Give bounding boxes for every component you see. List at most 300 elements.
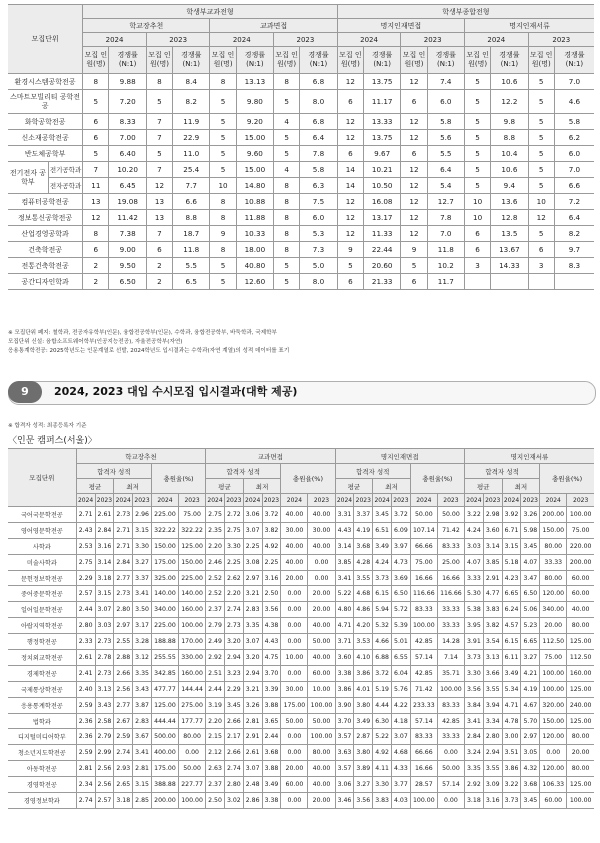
table-cell: 5: [528, 146, 554, 162]
table-cell: 13.75: [364, 74, 401, 90]
table-cell: 4.43: [335, 522, 354, 538]
table-cell: 3.51: [502, 745, 521, 761]
table-cell: 12: [401, 74, 427, 90]
table-cell: 106.33: [540, 777, 567, 793]
table-cell: 3.15: [133, 522, 152, 538]
table-cell: 4.07: [464, 554, 483, 570]
table-cell: 2.15: [206, 729, 225, 745]
table-cell: 8: [274, 210, 300, 226]
table-cell: 6.8: [300, 74, 337, 90]
table-cell: 5.94: [373, 602, 392, 618]
table-cell: 12: [146, 178, 172, 194]
table-cell: 6: [464, 226, 490, 242]
table-cell: 2.84: [114, 554, 133, 570]
table-cell: 5: [464, 178, 490, 194]
table-cell: 3.49: [354, 713, 373, 729]
table-cell: 3.15: [502, 538, 521, 554]
table-cell: 12: [401, 162, 427, 178]
table-cell: 13.6: [491, 194, 528, 210]
table-cell: 71.42: [410, 681, 437, 697]
table-cell: 9.88: [109, 74, 146, 90]
table-cell: [491, 274, 528, 290]
table-cell: 3.57: [335, 761, 354, 777]
table-cell: 10: [464, 194, 490, 210]
table-cell: 16.66: [410, 761, 437, 777]
table-cell: 7: [146, 226, 172, 242]
table-cell: 12: [337, 130, 363, 146]
unit-name: 중어중문학전공: [8, 586, 76, 602]
table-cell: 12.60: [236, 274, 273, 290]
table-cell: 40.00: [281, 554, 308, 570]
table-cell: 2.66: [224, 713, 243, 729]
unit-name: 영어영문학전공: [8, 522, 76, 538]
table-cell: 5: [83, 146, 109, 162]
table-cell: 4.80: [335, 602, 354, 618]
table-cell: 4.18: [392, 713, 411, 729]
year-header: 2023: [308, 494, 335, 507]
table-cell: 60.00: [281, 777, 308, 793]
table-cell: 3.05: [521, 745, 540, 761]
table-cell: 9.50: [109, 258, 146, 274]
table-row: [8, 114, 594, 130]
table-cell: 2.97: [114, 618, 133, 634]
table-cell: 3.94: [483, 697, 502, 713]
table-cell: 11.88: [236, 210, 273, 226]
table-cell: 8: [210, 74, 236, 90]
table-cell: 2.94: [224, 650, 243, 666]
table-cell: 233.33: [410, 697, 437, 713]
table-cell: 3.56: [354, 793, 373, 809]
table-cell: 2.88: [114, 650, 133, 666]
table-cell: 20.00: [281, 570, 308, 586]
table-cell: 3.56: [262, 602, 281, 618]
table-cell: 2.73: [224, 618, 243, 634]
year-header: 2023: [224, 494, 243, 507]
table-cell: 0.00: [281, 586, 308, 602]
table-row: [8, 618, 594, 634]
table-cell: 2.80: [224, 777, 243, 793]
quota-col-header: 모집 인원(명): [146, 47, 172, 74]
table-cell: 6: [83, 130, 109, 146]
year-header: 2023: [179, 494, 206, 507]
table-cell: 4.38: [262, 618, 281, 634]
table-cell: 57.14: [437, 777, 464, 793]
table-cell: 3.15: [95, 586, 114, 602]
table-cell: 0.00: [281, 745, 308, 761]
table-cell: 2.80: [483, 729, 502, 745]
table-cell: 2.72: [224, 507, 243, 523]
table-cell: 2.62: [224, 570, 243, 586]
table-row: [8, 793, 594, 809]
table-cell: 3.70: [262, 665, 281, 681]
table-cell: 9.8: [491, 114, 528, 130]
table-cell: 3.07: [243, 522, 262, 538]
year-header: 2023: [262, 494, 281, 507]
track-header: 교과면접: [206, 449, 335, 464]
table-cell: 340.00: [151, 602, 178, 618]
table-row: [8, 650, 594, 666]
table-cell: 6.5: [173, 274, 210, 290]
footnotes: [8, 329, 594, 356]
unit-group-name: 전기전자 공학부: [8, 162, 48, 194]
table-cell: 200.00: [567, 554, 594, 570]
table-cell: 13.75: [364, 130, 401, 146]
table-cell: 5: [464, 74, 490, 90]
table-cell: 4.71: [335, 618, 354, 634]
table-cell: 12: [337, 114, 363, 130]
table-cell: 12: [337, 194, 363, 210]
table-cell: 33.33: [437, 618, 464, 634]
table-cell: 6.4: [554, 210, 594, 226]
rate-col-header: 경쟁률 (N:1): [491, 47, 528, 74]
table-cell: 80.00: [567, 729, 594, 745]
table-cell: 10.88: [236, 194, 273, 210]
table-cell: 9: [210, 226, 236, 242]
table-cell: 2.79: [206, 618, 225, 634]
table-cell: 13: [146, 210, 172, 226]
table-cell: 2.91: [483, 570, 502, 586]
year-header: 2023: [354, 494, 373, 507]
table-cell: 11.8: [427, 242, 464, 258]
table-cell: 3.20: [224, 634, 243, 650]
table-cell: 3.45: [373, 507, 392, 523]
table-cell: 3.45: [521, 538, 540, 554]
min-header: 최저: [373, 479, 411, 494]
table-cell: 4.32: [521, 761, 540, 777]
year-header: 2024: [540, 494, 567, 507]
quota-col-header: 모집 인원(명): [83, 47, 109, 74]
table-cell: 2.46: [206, 554, 225, 570]
table-cell: 2.67: [114, 713, 133, 729]
table-cell: 80.00: [540, 570, 567, 586]
table-cell: 3.28: [133, 634, 152, 650]
table-cell: 2.43: [76, 522, 95, 538]
table-cell: 150.00: [540, 522, 567, 538]
table-row: [8, 178, 594, 194]
min-header: 최저: [243, 479, 281, 494]
track-header: 명지인재면접: [335, 449, 464, 464]
table-cell: 5.38: [464, 602, 483, 618]
footnote: 응용통계학전공: 2025학년도는 인문계열로 선발, 2024학년도 입시결과는 수학과(자연 계열)의 성적 데이터를 표기: [8, 348, 290, 354]
fill-rate-header: 충원율(%): [281, 464, 335, 494]
table-row: [8, 570, 594, 586]
table-cell: 8: [210, 242, 236, 258]
table-cell: 6.15: [502, 634, 521, 650]
table-cell: 2.55: [114, 634, 133, 650]
table-cell: 120.00: [540, 761, 567, 777]
table-cell: 3.67: [133, 729, 152, 745]
table-cell: 3.07: [95, 602, 114, 618]
table-cell: 2.94: [483, 745, 502, 761]
table-cell: 13.17: [364, 210, 401, 226]
table-cell: 275.00: [179, 697, 206, 713]
table-cell: 3.45: [521, 793, 540, 809]
table-cell: 83.33: [410, 729, 437, 745]
table-cell: 3: [464, 258, 490, 274]
table-cell: 8.33: [109, 114, 146, 130]
table-cell: 3.65: [262, 713, 281, 729]
table-cell: 3.88: [262, 761, 281, 777]
table-cell: 6.0: [427, 90, 464, 114]
table-cell: 3.83: [483, 602, 502, 618]
table-cell: 3.34: [483, 713, 502, 729]
table-cell: 3.03: [464, 538, 483, 554]
table-cell: 6.0: [554, 146, 594, 162]
table-cell: 4.01: [354, 681, 373, 697]
table-cell: 3.77: [392, 777, 411, 793]
year-header: 2024: [210, 33, 274, 47]
avg-header: 평균: [464, 479, 502, 494]
table-cell: 3.90: [335, 697, 354, 713]
table-cell: 22.44: [364, 242, 401, 258]
table-cell: 60.00: [567, 586, 594, 602]
table-cell: 4.71: [502, 697, 521, 713]
table-cell: 6.2: [554, 130, 594, 146]
table-cell: 150.00: [540, 713, 567, 729]
table-cell: 4.21: [521, 665, 540, 681]
table-cell: 5: [337, 258, 363, 274]
table-cell: 3.55: [483, 681, 502, 697]
table-cell: 57.14: [410, 713, 437, 729]
table-cell: 3.80: [354, 745, 373, 761]
table-cell: 6.11: [502, 650, 521, 666]
table-cell: 100.00: [179, 793, 206, 809]
unit-name: 전기공학과: [48, 162, 82, 178]
table-cell: 3.68: [521, 777, 540, 793]
table-cell: 40.00: [567, 602, 594, 618]
table-cell: 2.52: [206, 570, 225, 586]
table-cell: 160.00: [179, 665, 206, 681]
table-cell: 4.68: [354, 586, 373, 602]
table-cell: 5: [210, 258, 236, 274]
table-cell: 6.0: [300, 210, 337, 226]
table-cell: 10.6: [491, 74, 528, 90]
table-cell: 100.00: [567, 507, 594, 523]
rate-col-header: 경쟁률 (N:1): [173, 47, 210, 74]
avg-header: 평균: [76, 479, 114, 494]
table-cell: 50.00: [437, 507, 464, 523]
table-cell: 3.55: [354, 570, 373, 586]
quota-col-header: 모집 인원(명): [274, 47, 300, 74]
table-cell: 3.27: [133, 554, 152, 570]
table-row: [8, 586, 594, 602]
table-cell: 100.00: [540, 681, 567, 697]
table-cell: 5.23: [521, 618, 540, 634]
unit-name: 응용통계학전공: [8, 697, 76, 713]
table-cell: 20.00: [308, 793, 335, 809]
table-cell: 120.00: [540, 729, 567, 745]
table-row: [8, 681, 594, 697]
table-cell: 6.65: [502, 586, 521, 602]
table-cell: 10.2: [427, 258, 464, 274]
quota-col-header: 모집 인원(명): [337, 47, 363, 74]
table-cell: 477.77: [151, 681, 178, 697]
table-cell: 6: [337, 146, 363, 162]
table-cell: 13.67: [491, 242, 528, 258]
table-cell: 5.39: [392, 618, 411, 634]
table-cell: 7.2: [554, 194, 594, 210]
table-cell: 2.74: [224, 761, 243, 777]
table-cell: 7.3: [300, 242, 337, 258]
table-cell: 3.87: [133, 697, 152, 713]
table-cell: 2.99: [95, 745, 114, 761]
table-cell: 5.22: [335, 586, 354, 602]
year-header: 2023: [392, 494, 411, 507]
table-cell: 5.3: [300, 226, 337, 242]
table-cell: 3.18: [464, 793, 483, 809]
unit-name: 정치외교학전공: [8, 650, 76, 666]
year-header: 2024: [83, 33, 147, 47]
table-cell: 340.00: [540, 602, 567, 618]
table-cell: 22.9: [173, 130, 210, 146]
track-header: 교과면접: [210, 19, 337, 33]
table-cell: 5: [274, 146, 300, 162]
table-row: [8, 602, 594, 618]
table-cell: 3.13: [95, 681, 114, 697]
table-cell: 500.00: [151, 729, 178, 745]
table-cell: 6: [528, 242, 554, 258]
table-cell: 3.35: [133, 665, 152, 681]
table-row: [8, 554, 594, 570]
table-row: [8, 777, 594, 793]
table-cell: 8: [210, 194, 236, 210]
table-cell: 40.80: [236, 258, 273, 274]
table-cell: 33.33: [540, 554, 567, 570]
table-cell: 6.30: [373, 713, 392, 729]
table-cell: 7.7: [173, 178, 210, 194]
table-cell: 50.00: [179, 761, 206, 777]
table-cell: 20.00: [540, 618, 567, 634]
table-cell: 5.76: [392, 681, 411, 697]
unit-name: 산업경영공학과: [8, 226, 83, 242]
table-cell: 3.86: [502, 761, 521, 777]
unit-name: 문헌정보학전공: [8, 570, 76, 586]
table-cell: 325.00: [151, 570, 178, 586]
year-header: 2024: [502, 494, 521, 507]
section-header: [8, 381, 594, 403]
table-row: [8, 522, 594, 538]
table-cell: 19.08: [109, 194, 146, 210]
table-cell: 2.50: [206, 793, 225, 809]
fill-rate-header: 충원율(%): [410, 464, 464, 494]
table-cell: 4.24: [373, 554, 392, 570]
table-cell: 3.92: [502, 507, 521, 523]
table-cell: 2.74: [224, 602, 243, 618]
table-cell: 2.80: [114, 602, 133, 618]
table-cell: 7: [83, 162, 109, 178]
table-cell: 2.25: [224, 554, 243, 570]
table-cell: 14: [337, 178, 363, 194]
unit-name: 법학과: [8, 713, 76, 729]
table-cell: 9.67: [364, 146, 401, 162]
table-cell: 2.17: [224, 729, 243, 745]
year-header: 2024: [335, 494, 354, 507]
table-cell: 2.81: [243, 713, 262, 729]
table-cell: 16.66: [437, 570, 464, 586]
table-cell: 4.20: [354, 618, 373, 634]
table-cell: 5: [528, 178, 554, 194]
table-cell: 225.00: [179, 570, 206, 586]
table-cell: 120.00: [540, 586, 567, 602]
table-cell: 3.24: [464, 745, 483, 761]
table-cell: 2.29: [224, 681, 243, 697]
table-cell: 2.91: [243, 729, 262, 745]
unit-name: 전자공학과: [48, 178, 82, 194]
table-cell: 12: [337, 74, 363, 90]
table-cell: 3.68: [354, 538, 373, 554]
table-cell: 0.00: [308, 554, 335, 570]
table-cell: 3.07: [243, 634, 262, 650]
table-cell: 175.00: [281, 697, 308, 713]
table-cell: 3.82: [262, 522, 281, 538]
table-cell: 0.00: [540, 745, 567, 761]
table-cell: 4.19: [354, 522, 373, 538]
table-cell: 2.66: [224, 745, 243, 761]
table-cell: 3.46: [335, 793, 354, 809]
table-cell: 2.92: [206, 650, 225, 666]
table-cell: 6.6: [173, 194, 210, 210]
table-cell: 30.00: [308, 522, 335, 538]
table-row: [8, 507, 594, 523]
table-cell: 8.8: [491, 130, 528, 146]
table-row: [8, 761, 594, 777]
suhsi-results-table: [8, 448, 594, 809]
group-header-jonghap: 학생부종합전형: [337, 5, 594, 19]
table-cell: 20.00: [308, 602, 335, 618]
table-cell: 5: [146, 146, 172, 162]
table-cell: 160.00: [567, 665, 594, 681]
table-cell: 3.09: [483, 777, 502, 793]
table-cell: 5: [210, 274, 236, 290]
table-cell: 255.55: [151, 650, 178, 666]
table-cell: 25.4: [173, 162, 210, 178]
table-cell: 5.98: [521, 522, 540, 538]
year-header: 2024: [464, 33, 528, 47]
table-cell: 8.0: [300, 274, 337, 290]
table-cell: 3.06: [243, 507, 262, 523]
table-cell: 3.54: [483, 634, 502, 650]
table-cell: 10.00: [281, 650, 308, 666]
table-cell: 6.8: [300, 114, 337, 130]
unit-name: 공간디자인학과: [8, 274, 83, 290]
table-cell: 125.00: [567, 681, 594, 697]
table-cell: 3.66: [483, 665, 502, 681]
table-cell: 4.77: [483, 586, 502, 602]
table-cell: 8: [83, 74, 109, 90]
table-cell: 3.15: [133, 777, 152, 793]
table-cell: 33.33: [437, 602, 464, 618]
table-cell: 4.10: [354, 650, 373, 666]
table-cell: 50.00: [308, 634, 335, 650]
table-cell: 2.94: [243, 665, 262, 681]
campus-label: 〈인문 캠퍼스(서울)〉: [8, 436, 97, 446]
table-cell: 3.41: [133, 586, 152, 602]
table-cell: 28.57: [410, 777, 437, 793]
table-cell: 42.85: [437, 713, 464, 729]
table-cell: 2.12: [206, 745, 225, 761]
table-cell: 3.41: [335, 570, 354, 586]
unit-name: 환경시스템공학전공: [8, 74, 83, 90]
table-cell: 3.30: [133, 538, 152, 554]
table-cell: 2.56: [114, 681, 133, 697]
table-cell: 7.0: [427, 226, 464, 242]
table-cell: 3.49: [373, 538, 392, 554]
table-cell: 8: [274, 242, 300, 258]
min-header: 최저: [114, 479, 152, 494]
table-cell: 6: [83, 114, 109, 130]
table-cell: 3.43: [95, 697, 114, 713]
table-cell: 14.33: [491, 258, 528, 274]
